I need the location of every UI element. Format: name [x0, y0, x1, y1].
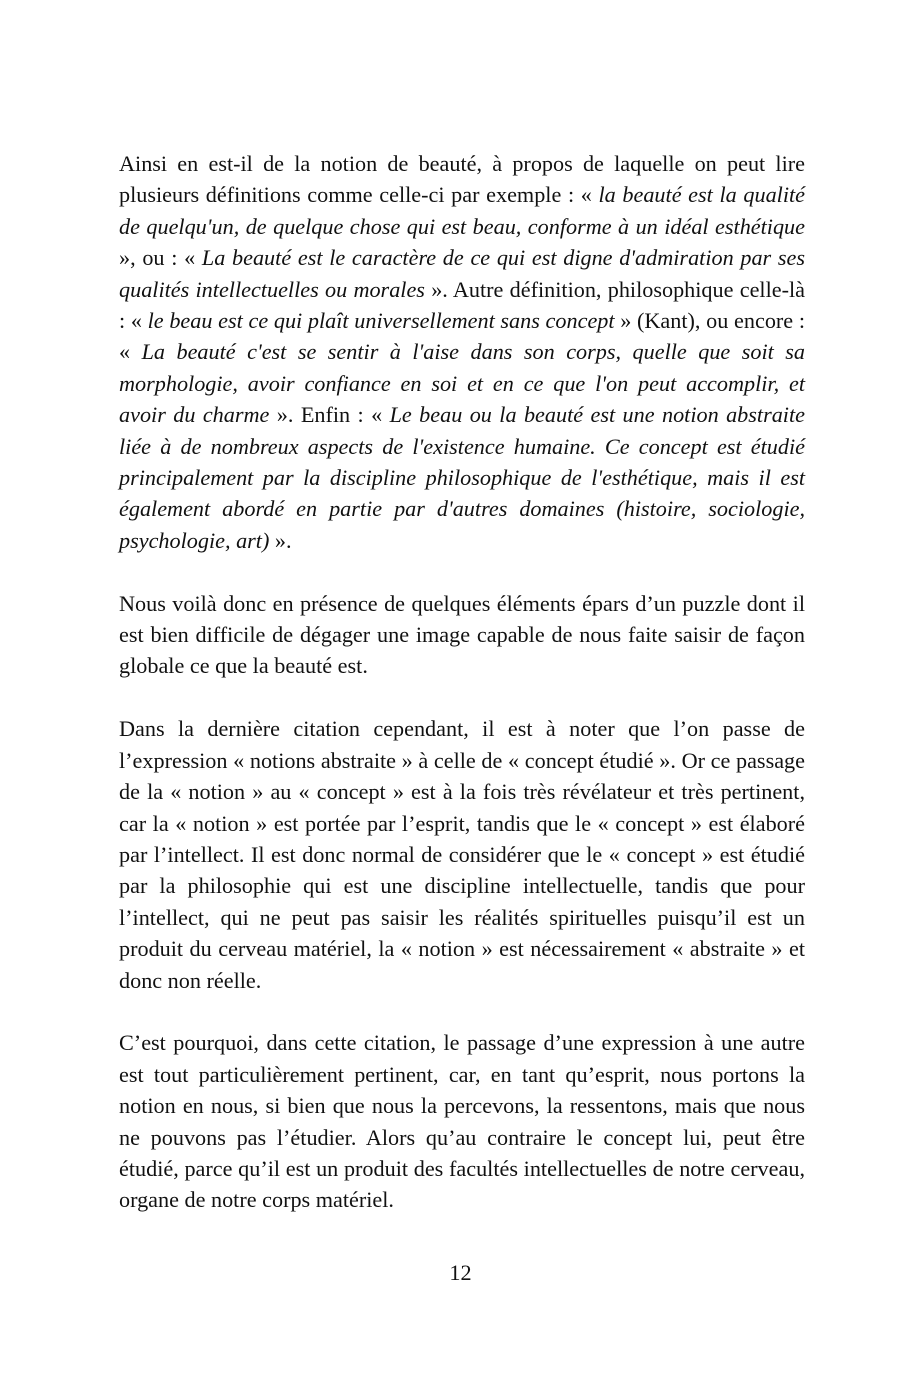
text-run: Nous voilà donc en présence de quelques éléments épars d’un puzzle dont il est bien difficile de dégager une image capable de nous faite saisir de façon globale ce que la beauté est. [119, 590, 805, 679]
text-run: Ainsi en est-il de la notion de beauté, à propos de laquelle on peut lire plusieurs définitions comme celle-ci par exemple : « [119, 151, 805, 208]
body-text [119, 148, 805, 1216]
paragraph-puzzle [119, 588, 805, 682]
quote-definition-3: La beauté c'est se sentir à l'aise dans son corps, quelle que soit sa morphologie, avoir confiance en soi et en ce que l'on peut accomplir, et avoir du charme [119, 339, 806, 428]
quote-definition-1: la beauté est la qualité de quelqu'un, de quelque chose qui est beau, conforme à un idéal esthétique [119, 182, 805, 239]
text-run: ». Autre définition, philosophique celle-là : « [119, 276, 805, 334]
quote-definition-4: Le beau ou la beauté est une notion abstraite liée à de nombreux aspects de l'existence humaine. Ce concept est étudié principalement par la discipline philosophique de l'esthétique, mais il est également abordé en partie par d'autres domaines (histoire, sociologie, psychologie, art) [119, 402, 805, 553]
page-number: 12 [449, 1260, 472, 1285]
text-run: ». Enfin : « [269, 402, 390, 428]
paragraph-conclusion [119, 1027, 805, 1215]
quote-definition-2: La beauté est le caractère de ce qui est digne d'admiration par ses qualités intellectuelles ou morales [119, 245, 806, 302]
quote-kant: le beau est ce qui plaît universellement sans concept [147, 308, 615, 334]
text-run: », ou : « [119, 245, 202, 271]
text-run: ». [269, 527, 292, 553]
paragraph-notion-concept [119, 713, 805, 996]
text-run: Dans la dernière citation cependant, il est à noter que l’on passe de l’expression « notions abstraite » à celle de « concept étudié ». Or ce passage de la « notion » au « concept » est à la fois très révélateur et très pertinent, car la « notion » est portée par l’esprit, tandis que le « concept » est élaboré par l’intellect. Il est donc normal de considérer que le « concept » est étudié par la philosophie qui est une discipline intellectuelle, tandis que pour l’intellect, qui ne peut pas saisir les réalités spirituelles puisqu’il est un produit du cerveau matériel, la « notion » est nécessairement « abstraite » et donc non réelle. [119, 716, 805, 993]
text-run: C’est pourquoi, dans cette citation, le passage d’une expression à une autre est tout particulièrement pertinent, car, en tant qu’esprit, nous portons la notion en nous, si bien que nous la percevons, la ressentons, mais que nous ne pouvons pas l’étudier. Alors qu’au contraire le concept lui, peut être étudié, parce qu’il est un produit des facultés intellectuelles de notre cerveau, organe de notre corps matériel. [119, 1030, 805, 1213]
paragraph-beauty-definitions [119, 148, 805, 556]
text-run: » (Kant), ou encore : « [119, 308, 806, 365]
